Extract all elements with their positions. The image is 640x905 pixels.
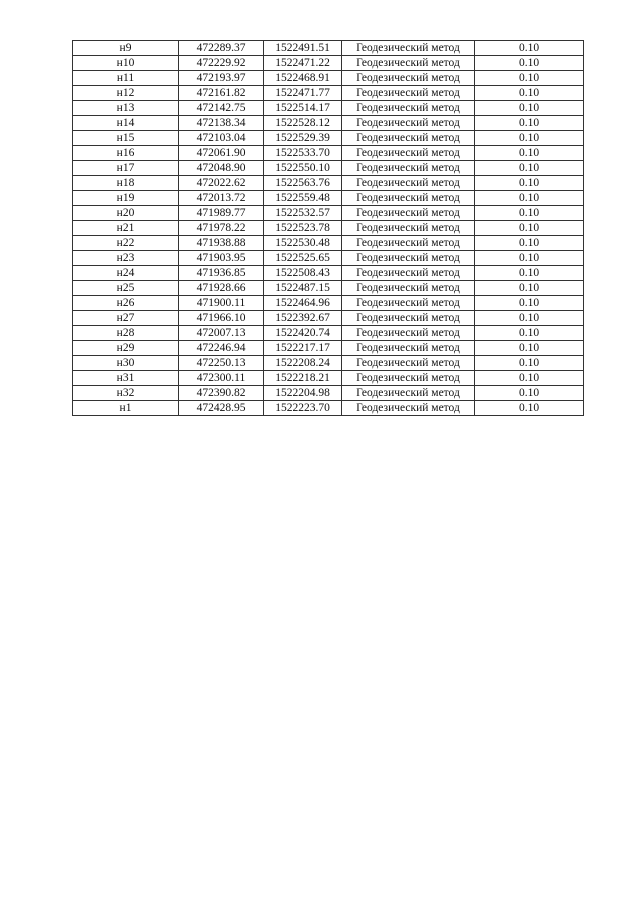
method-cell: Геодезический метод xyxy=(342,281,475,296)
y-coordinate-cell: 1522223.70 xyxy=(264,401,342,416)
point-name-cell: н23 xyxy=(73,251,179,266)
method-cell: Геодезический метод xyxy=(342,131,475,146)
x-coordinate-cell: 471978.22 xyxy=(179,221,264,236)
x-coordinate-cell: 471938.88 xyxy=(179,236,264,251)
table-row xyxy=(73,71,584,86)
accuracy-cell: 0.10 xyxy=(475,281,584,296)
y-coordinate-cell: 1522525.65 xyxy=(264,251,342,266)
y-coordinate-cell: 1522563.76 xyxy=(264,176,342,191)
y-coordinate-cell: 1522491.51 xyxy=(264,41,342,56)
accuracy-cell: 0.10 xyxy=(475,341,584,356)
table-row xyxy=(73,221,584,236)
accuracy-cell: 0.10 xyxy=(475,56,584,71)
y-coordinate-cell: 1522514.17 xyxy=(264,101,342,116)
point-name-cell: н26 xyxy=(73,296,179,311)
method-cell: Геодезический метод xyxy=(342,371,475,386)
accuracy-cell: 0.10 xyxy=(475,191,584,206)
y-coordinate-cell: 1522464.96 xyxy=(264,296,342,311)
x-coordinate-cell: 471903.95 xyxy=(179,251,264,266)
x-coordinate-cell: 472300.11 xyxy=(179,371,264,386)
x-coordinate-cell: 472229.92 xyxy=(179,56,264,71)
accuracy-cell: 0.10 xyxy=(475,131,584,146)
point-name-cell: н10 xyxy=(73,56,179,71)
method-cell: Геодезический метод xyxy=(342,101,475,116)
method-cell: Геодезический метод xyxy=(342,251,475,266)
y-coordinate-cell: 1522208.24 xyxy=(264,356,342,371)
table-row xyxy=(73,266,584,281)
table-row xyxy=(73,281,584,296)
y-coordinate-cell: 1522532.57 xyxy=(264,206,342,221)
y-coordinate-cell: 1522204.98 xyxy=(264,386,342,401)
table-row xyxy=(73,56,584,71)
x-coordinate-cell: 472193.97 xyxy=(179,71,264,86)
point-name-cell: н11 xyxy=(73,71,179,86)
y-coordinate-cell: 1522533.70 xyxy=(264,146,342,161)
point-name-cell: н32 xyxy=(73,386,179,401)
accuracy-cell: 0.10 xyxy=(475,266,584,281)
accuracy-cell: 0.10 xyxy=(475,311,584,326)
table-row xyxy=(73,161,584,176)
y-coordinate-cell: 1522523.78 xyxy=(264,221,342,236)
table-row xyxy=(73,176,584,191)
y-coordinate-cell: 1522471.22 xyxy=(264,56,342,71)
table-row xyxy=(73,146,584,161)
point-name-cell: н9 xyxy=(73,41,179,56)
accuracy-cell: 0.10 xyxy=(475,116,584,131)
coordinates-table-body xyxy=(73,41,584,416)
accuracy-cell: 0.10 xyxy=(475,356,584,371)
y-coordinate-cell: 1522217.17 xyxy=(264,341,342,356)
method-cell: Геодезический метод xyxy=(342,41,475,56)
accuracy-cell: 0.10 xyxy=(475,221,584,236)
y-coordinate-cell: 1522487.15 xyxy=(264,281,342,296)
table-row xyxy=(73,86,584,101)
method-cell: Геодезический метод xyxy=(342,326,475,341)
method-cell: Геодезический метод xyxy=(342,221,475,236)
x-coordinate-cell: 472250.13 xyxy=(179,356,264,371)
point-name-cell: н14 xyxy=(73,116,179,131)
accuracy-cell: 0.10 xyxy=(475,161,584,176)
x-coordinate-cell: 471928.66 xyxy=(179,281,264,296)
method-cell: Геодезический метод xyxy=(342,341,475,356)
table-row xyxy=(73,191,584,206)
accuracy-cell: 0.10 xyxy=(475,401,584,416)
table-row xyxy=(73,251,584,266)
table-row xyxy=(73,356,584,371)
table-row xyxy=(73,101,584,116)
table-row xyxy=(73,341,584,356)
accuracy-cell: 0.10 xyxy=(475,386,584,401)
point-name-cell: н30 xyxy=(73,356,179,371)
y-coordinate-cell: 1522420.74 xyxy=(264,326,342,341)
method-cell: Геодезический метод xyxy=(342,116,475,131)
y-coordinate-cell: 1522559.48 xyxy=(264,191,342,206)
accuracy-cell: 0.10 xyxy=(475,251,584,266)
table-row xyxy=(73,206,584,221)
point-name-cell: н28 xyxy=(73,326,179,341)
method-cell: Геодезический метод xyxy=(342,386,475,401)
table-row xyxy=(73,236,584,251)
x-coordinate-cell: 472048.90 xyxy=(179,161,264,176)
point-name-cell: н20 xyxy=(73,206,179,221)
method-cell: Геодезический метод xyxy=(342,161,475,176)
point-name-cell: н24 xyxy=(73,266,179,281)
point-name-cell: н22 xyxy=(73,236,179,251)
table-row xyxy=(73,116,584,131)
coordinates-table xyxy=(72,40,584,416)
method-cell: Геодезический метод xyxy=(342,206,475,221)
point-name-cell: н27 xyxy=(73,311,179,326)
x-coordinate-cell: 472103.04 xyxy=(179,131,264,146)
accuracy-cell: 0.10 xyxy=(475,41,584,56)
accuracy-cell: 0.10 xyxy=(475,86,584,101)
method-cell: Геодезический метод xyxy=(342,296,475,311)
y-coordinate-cell: 1522530.48 xyxy=(264,236,342,251)
point-name-cell: н31 xyxy=(73,371,179,386)
y-coordinate-cell: 1522468.91 xyxy=(264,71,342,86)
point-name-cell: н19 xyxy=(73,191,179,206)
point-name-cell: н12 xyxy=(73,86,179,101)
accuracy-cell: 0.10 xyxy=(475,71,584,86)
method-cell: Геодезический метод xyxy=(342,176,475,191)
table-row xyxy=(73,131,584,146)
x-coordinate-cell: 472013.72 xyxy=(179,191,264,206)
accuracy-cell: 0.10 xyxy=(475,296,584,311)
table-row xyxy=(73,371,584,386)
y-coordinate-cell: 1522218.21 xyxy=(264,371,342,386)
table-row xyxy=(73,326,584,341)
table-row xyxy=(73,386,584,401)
table-row xyxy=(73,311,584,326)
accuracy-cell: 0.10 xyxy=(475,146,584,161)
point-name-cell: н1 xyxy=(73,401,179,416)
accuracy-cell: 0.10 xyxy=(475,236,584,251)
x-coordinate-cell: 472007.13 xyxy=(179,326,264,341)
method-cell: Геодезический метод xyxy=(342,56,475,71)
x-coordinate-cell: 472022.62 xyxy=(179,176,264,191)
point-name-cell: н18 xyxy=(73,176,179,191)
x-coordinate-cell: 471900.11 xyxy=(179,296,264,311)
method-cell: Геодезический метод xyxy=(342,71,475,86)
point-name-cell: н16 xyxy=(73,146,179,161)
point-name-cell: н25 xyxy=(73,281,179,296)
y-coordinate-cell: 1522471.77 xyxy=(264,86,342,101)
x-coordinate-cell: 472138.34 xyxy=(179,116,264,131)
accuracy-cell: 0.10 xyxy=(475,206,584,221)
x-coordinate-cell: 472061.90 xyxy=(179,146,264,161)
x-coordinate-cell: 472246.94 xyxy=(179,341,264,356)
table-row xyxy=(73,401,584,416)
method-cell: Геодезический метод xyxy=(342,86,475,101)
x-coordinate-cell: 472161.82 xyxy=(179,86,264,101)
method-cell: Геодезический метод xyxy=(342,356,475,371)
point-name-cell: н21 xyxy=(73,221,179,236)
y-coordinate-cell: 1522528.12 xyxy=(264,116,342,131)
method-cell: Геодезический метод xyxy=(342,146,475,161)
accuracy-cell: 0.10 xyxy=(475,326,584,341)
x-coordinate-cell: 471936.85 xyxy=(179,266,264,281)
method-cell: Геодезический метод xyxy=(342,401,475,416)
x-coordinate-cell: 471989.77 xyxy=(179,206,264,221)
method-cell: Геодезический метод xyxy=(342,266,475,281)
point-name-cell: н17 xyxy=(73,161,179,176)
point-name-cell: н15 xyxy=(73,131,179,146)
method-cell: Геодезический метод xyxy=(342,311,475,326)
y-coordinate-cell: 1522529.39 xyxy=(264,131,342,146)
y-coordinate-cell: 1522392.67 xyxy=(264,311,342,326)
x-coordinate-cell: 472428.95 xyxy=(179,401,264,416)
accuracy-cell: 0.10 xyxy=(475,101,584,116)
table-row xyxy=(73,41,584,56)
x-coordinate-cell: 472390.82 xyxy=(179,386,264,401)
x-coordinate-cell: 472289.37 xyxy=(179,41,264,56)
method-cell: Геодезический метод xyxy=(342,191,475,206)
x-coordinate-cell: 471966.10 xyxy=(179,311,264,326)
y-coordinate-cell: 1522550.10 xyxy=(264,161,342,176)
accuracy-cell: 0.10 xyxy=(475,371,584,386)
point-name-cell: н29 xyxy=(73,341,179,356)
method-cell: Геодезический метод xyxy=(342,236,475,251)
table-row xyxy=(73,296,584,311)
y-coordinate-cell: 1522508.43 xyxy=(264,266,342,281)
x-coordinate-cell: 472142.75 xyxy=(179,101,264,116)
point-name-cell: н13 xyxy=(73,101,179,116)
accuracy-cell: 0.10 xyxy=(475,176,584,191)
